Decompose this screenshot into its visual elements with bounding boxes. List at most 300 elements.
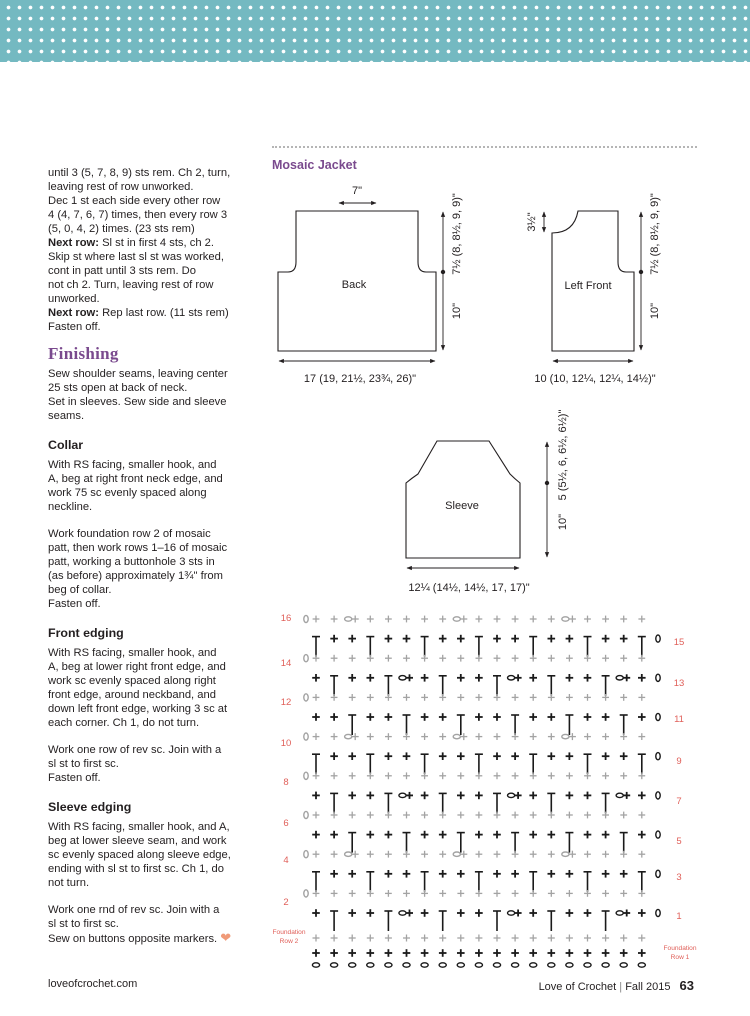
front-armhole-label: 7½ (8, 8½, 9, 9)" — [649, 193, 661, 275]
sc-stitch — [367, 733, 374, 740]
sc-stitch — [348, 949, 356, 957]
sc-stitch — [439, 831, 447, 839]
chain-stitch — [656, 870, 660, 877]
sc-stitch — [421, 733, 428, 740]
sc-stitch — [367, 616, 374, 623]
chain-stitch — [399, 676, 406, 680]
row-number-left: 8 — [283, 777, 289, 788]
chain-stitch — [453, 617, 460, 621]
chain-stitch — [511, 963, 518, 967]
chain-stitch — [562, 852, 569, 856]
sc-stitch — [348, 635, 356, 643]
row-number-right: 1 — [676, 911, 682, 922]
sc-stitch — [331, 890, 338, 897]
chain-stitch — [331, 963, 338, 967]
sc-stitch — [403, 870, 411, 878]
sc-stitch — [439, 812, 446, 819]
collar-heading: Collar — [48, 438, 84, 452]
sc-stitch — [385, 694, 392, 701]
sc-stitch — [439, 752, 447, 760]
sc-stitch — [312, 792, 320, 800]
sc-stitch — [512, 851, 519, 858]
chain-stitch — [508, 793, 515, 797]
sc-stitch — [475, 713, 483, 721]
sc-stitch — [313, 733, 320, 740]
row-number-left: 10 — [280, 738, 292, 749]
sc-stitch — [421, 655, 428, 662]
sc-stitch — [548, 694, 555, 701]
row-number-right: 11 — [674, 714, 684, 725]
sc-stitch — [475, 792, 483, 800]
chain-stitch — [304, 655, 308, 662]
sc-stitch — [331, 772, 338, 779]
chain-stitch — [304, 733, 308, 740]
sc-stitch — [566, 812, 573, 819]
sc-stitch — [457, 752, 465, 760]
text-line: Fasten off. — [48, 321, 101, 333]
sc-stitch — [367, 812, 374, 819]
text-line: With RS facing, smaller hook, and — [48, 647, 217, 659]
sc-stitch — [403, 812, 410, 819]
chain-stitch — [367, 963, 374, 967]
text-line: Work one rnd of rev sc. Join with a — [48, 904, 220, 916]
sc-stitch — [638, 674, 646, 682]
chain-stitch — [403, 963, 410, 967]
sc-stitch — [439, 655, 446, 662]
sc-stitch — [331, 935, 338, 942]
sc-stitch — [331, 851, 338, 858]
text-line: patt, then work rows 1–16 of mosaic — [48, 542, 228, 554]
front-neck-label: 3½" — [526, 212, 538, 232]
chain-stitch — [475, 963, 482, 967]
sc-stitch — [349, 935, 356, 942]
sc-stitch — [367, 792, 375, 800]
sleeve-cap-label: 5 (5½, 6, 6½, 6½)" — [557, 409, 569, 501]
sc-stitch — [352, 616, 359, 623]
sc-stitch — [313, 890, 320, 897]
sc-stitch — [348, 752, 356, 760]
chain-stitch — [304, 890, 308, 897]
sc-stitch — [512, 935, 519, 942]
sc-stitch — [620, 694, 627, 701]
sc-stitch — [493, 635, 501, 643]
sleeve-edging-heading: Sleeve edging — [48, 800, 132, 814]
sc-stitch — [330, 635, 338, 643]
sc-stitch — [476, 694, 483, 701]
sc-stitch — [421, 909, 429, 917]
sc-stitch — [494, 772, 501, 779]
sc-stitch — [475, 831, 483, 839]
text-line: Sew on buttons opposite markers. — [48, 933, 218, 945]
footer-issue-text: Fall 2015 — [625, 981, 671, 993]
sc-stitch — [529, 949, 537, 957]
sc-stitch — [511, 870, 519, 878]
sc-stitch — [330, 949, 338, 957]
sc-stitch — [385, 851, 392, 858]
sleeve-width-label: 12¼ (14½, 14½, 17, 17)" — [408, 582, 530, 594]
foundation-row-2-label: Row 2 — [279, 938, 299, 945]
sc-stitch — [584, 949, 592, 957]
sc-stitch — [331, 733, 338, 740]
sc-stitch — [638, 694, 645, 701]
sc-stitch — [476, 851, 483, 858]
sc-stitch — [548, 870, 556, 878]
sc-stitch — [421, 792, 429, 800]
sc-stitch — [511, 949, 519, 957]
heart-icon: ❤ — [220, 930, 232, 945]
sc-stitch — [494, 694, 501, 701]
chain-stitch — [399, 911, 406, 915]
text-line: With RS facing, smaller hook, and — [48, 459, 217, 471]
chain-stitch — [530, 963, 537, 967]
chain-stitch — [508, 676, 515, 680]
text-line: front edge, around neckband, and — [48, 689, 216, 701]
chain-stitch — [656, 792, 660, 799]
foundation-row-1-label: Row 1 — [670, 954, 690, 961]
sc-stitch — [602, 831, 610, 839]
sc-stitch — [403, 655, 410, 662]
text-line: down left front edge, working 3 sc at — [48, 703, 228, 715]
sc-stitch — [439, 772, 446, 779]
row-number-right: 7 — [676, 796, 682, 807]
sc-stitch — [602, 890, 609, 897]
sc-stitch — [584, 713, 592, 721]
sc-stitch — [494, 733, 501, 740]
row-number-left: 6 — [283, 818, 289, 829]
sc-stitch — [421, 772, 428, 779]
sc-stitch — [512, 694, 519, 701]
foundation-row-2-label: Foundation — [272, 929, 306, 936]
text-line: Work one row of rev sc. Join with a — [48, 744, 222, 756]
chain-stitch — [562, 734, 569, 738]
sc-stitch — [406, 792, 413, 799]
sc-stitch — [511, 752, 519, 760]
sc-stitch — [566, 655, 573, 662]
chain-stitch — [304, 811, 308, 818]
text-line: A, beg at lower right front edge, and — [48, 661, 226, 673]
chain-stitch — [349, 963, 356, 967]
chain-stitch — [638, 963, 645, 967]
chain-stitch — [548, 963, 555, 967]
sc-stitch — [331, 812, 338, 819]
text-line: (5, 0, 4, 2) times. (23 sts rem) — [48, 223, 195, 235]
chain-stitch — [562, 617, 569, 621]
text-line: Fasten off. — [48, 772, 101, 784]
chain-stitch — [385, 963, 392, 967]
sc-stitch — [548, 752, 556, 760]
sc-stitch — [584, 909, 592, 917]
text-line: Set in sleeves. Sew side and sleeve — [48, 396, 227, 408]
sc-stitch — [620, 752, 628, 760]
sc-stitch — [638, 890, 645, 897]
chain-stitch — [656, 831, 660, 838]
text-line: unworked. — [48, 293, 100, 305]
sc-stitch — [439, 733, 446, 740]
chain-stitch — [439, 963, 446, 967]
sc-stitch — [457, 792, 465, 800]
sc-stitch — [476, 616, 483, 623]
sc-stitch — [548, 772, 555, 779]
chain-stitch — [345, 617, 352, 621]
text-line: work 75 sc evenly spaced along — [48, 487, 207, 499]
sc-stitch — [439, 870, 447, 878]
sc-stitch — [515, 910, 522, 917]
sc-stitch — [638, 949, 646, 957]
chain-stitch — [453, 734, 460, 738]
sc-stitch — [385, 635, 393, 643]
sc-stitch — [439, 851, 446, 858]
sc-stitch — [403, 635, 411, 643]
footer-site: loveofcrochet.com — [48, 978, 138, 990]
sc-stitch — [530, 616, 537, 623]
sc-stitch — [421, 851, 428, 858]
sc-stitch — [512, 812, 519, 819]
sc-stitch — [439, 635, 447, 643]
sc-stitch — [620, 812, 627, 819]
sc-stitch — [548, 812, 555, 819]
sc-stitch — [584, 812, 591, 819]
sc-stitch — [313, 616, 320, 623]
next-row-label: Next row: — [48, 307, 99, 319]
sc-stitch — [313, 935, 320, 942]
text-line: 4 (4, 7, 6, 7) times, then every row 3 — [48, 209, 228, 221]
sc-stitch — [367, 655, 374, 662]
chain-stitch — [493, 963, 500, 967]
sc-stitch — [584, 831, 592, 839]
sleeve-length-label: 10" — [557, 513, 569, 531]
text-line: cont in patt until 3 sts rem. Do — [48, 265, 196, 277]
sc-stitch — [367, 831, 375, 839]
sc-stitch — [457, 772, 464, 779]
sc-stitch — [439, 713, 447, 721]
chain-stitch — [312, 963, 319, 967]
sc-stitch — [620, 772, 627, 779]
sc-stitch — [349, 694, 356, 701]
sc-stitch — [566, 949, 574, 957]
sc-stitch — [406, 674, 413, 681]
text-line: beg of collar. — [48, 584, 112, 596]
text-line: Sew shoulder seams, leaving center — [48, 368, 228, 380]
sc-stitch — [312, 713, 320, 721]
sc-stitch — [457, 890, 464, 897]
sc-stitch — [529, 909, 537, 917]
text-line: seams. — [48, 410, 85, 422]
sc-stitch — [569, 616, 576, 623]
sc-stitch — [367, 935, 374, 942]
sc-stitch — [493, 831, 501, 839]
sc-stitch — [602, 949, 610, 957]
sc-stitch — [475, 909, 483, 917]
sc-stitch — [385, 890, 392, 897]
sc-stitch — [349, 890, 356, 897]
sc-stitch — [512, 772, 519, 779]
sc-stitch — [620, 635, 628, 643]
sc-stitch — [623, 674, 630, 681]
chain-stitch — [656, 674, 660, 681]
sc-stitch — [330, 870, 338, 878]
sc-stitch — [566, 792, 574, 800]
sc-stitch — [620, 733, 627, 740]
sc-stitch — [385, 655, 392, 662]
row-number-right: 9 — [676, 756, 682, 767]
sc-stitch — [421, 694, 428, 701]
sc-stitch — [602, 733, 609, 740]
sc-stitch — [584, 674, 592, 682]
chain-stitch — [566, 963, 573, 967]
sc-stitch — [620, 851, 627, 858]
sc-stitch — [530, 851, 537, 858]
sleeve-label: Sleeve — [445, 500, 479, 512]
sc-stitch — [330, 831, 338, 839]
row-number-left: 16 — [280, 613, 292, 624]
sc-stitch — [403, 935, 410, 942]
sc-stitch — [457, 674, 465, 682]
chain-stitch — [508, 911, 515, 915]
sc-stitch — [530, 812, 537, 819]
sc-stitch — [566, 674, 574, 682]
chain-stitch — [453, 852, 460, 856]
sc-stitch — [566, 909, 574, 917]
sc-stitch — [475, 674, 483, 682]
sc-stitch — [348, 792, 356, 800]
sc-stitch — [493, 752, 501, 760]
chain-stitch — [656, 713, 660, 720]
sc-stitch — [602, 694, 609, 701]
sc-stitch — [457, 635, 465, 643]
sc-stitch — [512, 733, 519, 740]
sc-stitch — [584, 890, 591, 897]
sc-stitch — [584, 655, 591, 662]
sc-stitch — [439, 935, 446, 942]
sc-stitch — [421, 935, 428, 942]
sc-stitch — [367, 851, 374, 858]
row-number-right: 15 — [673, 637, 685, 648]
sc-stitch — [367, 713, 375, 721]
footer-magazine: Love of Crochet — [538, 981, 617, 993]
sc-stitch — [584, 935, 591, 942]
sc-stitch — [584, 733, 591, 740]
sc-stitch — [493, 870, 501, 878]
sc-stitch — [385, 616, 392, 623]
footer-issue — [539, 978, 694, 993]
sc-stitch — [566, 635, 574, 643]
sc-stitch — [494, 851, 501, 858]
sc-stitch — [349, 655, 356, 662]
sc-stitch — [512, 616, 519, 623]
chain-stitch — [399, 793, 406, 797]
sc-stitch — [620, 935, 627, 942]
sc-stitch — [515, 792, 522, 799]
sc-stitch — [476, 812, 483, 819]
sc-stitch — [548, 733, 555, 740]
sc-stitch — [638, 812, 645, 819]
sc-stitch — [348, 870, 356, 878]
sc-stitch — [548, 831, 556, 839]
sc-stitch — [602, 655, 609, 662]
sc-stitch — [494, 655, 501, 662]
sc-stitch — [313, 655, 320, 662]
text-line: each corner. Ch 1, do not turn. — [48, 717, 200, 729]
sc-stitch — [623, 910, 630, 917]
chain-stitch — [602, 963, 609, 967]
sc-stitch — [548, 890, 555, 897]
chain-stitch — [616, 911, 623, 915]
sc-stitch — [313, 694, 320, 701]
sc-stitch — [620, 870, 628, 878]
sc-stitch — [457, 935, 464, 942]
sc-stitch — [530, 935, 537, 942]
sc-stitch — [439, 694, 446, 701]
sc-stitch — [638, 772, 645, 779]
text-line: Rep last row. (11 sts rem) — [98, 307, 229, 319]
sc-stitch — [584, 772, 591, 779]
sc-stitch — [457, 870, 465, 878]
sc-stitch — [584, 792, 592, 800]
sc-stitch — [313, 851, 320, 858]
chain-stitch — [616, 676, 623, 680]
sc-stitch — [331, 655, 338, 662]
sc-stitch — [475, 935, 482, 942]
sc-stitch — [330, 713, 338, 721]
text-line: sl st to first sc. — [48, 918, 119, 930]
sc-stitch — [566, 935, 573, 942]
sc-stitch — [494, 935, 501, 942]
sc-stitch — [403, 733, 410, 740]
sc-stitch — [476, 733, 483, 740]
sc-stitch — [403, 752, 411, 760]
sc-stitch — [638, 616, 645, 623]
front-edging-heading: Front edging — [48, 626, 124, 640]
sc-stitch — [620, 890, 627, 897]
left-front-label: Left Front — [564, 280, 612, 292]
sc-stitch — [385, 949, 393, 957]
text-line: not ch 2. Turn, leaving rest of row — [48, 279, 214, 291]
sc-stitch — [460, 616, 467, 623]
sc-stitch — [602, 772, 609, 779]
sc-stitch — [602, 616, 609, 623]
sc-stitch — [403, 949, 411, 957]
sc-stitch — [548, 616, 555, 623]
sc-stitch — [638, 909, 646, 917]
sc-stitch — [623, 792, 630, 799]
row-number-left: 12 — [280, 697, 292, 708]
sc-stitch — [312, 949, 320, 957]
text-line: sl st to first sc. — [48, 758, 119, 770]
sc-stitch — [602, 851, 609, 858]
sc-stitch — [367, 694, 374, 701]
sc-stitch — [457, 909, 465, 917]
sc-stitch — [530, 890, 537, 897]
sc-stitch — [313, 772, 320, 779]
sc-stitch — [475, 949, 483, 957]
chain-stitch — [304, 772, 308, 779]
sc-stitch — [530, 733, 537, 740]
back-armhole-label: 7½ (8, 8½, 9, 9)" — [451, 193, 463, 275]
sc-stitch — [330, 752, 338, 760]
sc-stitch — [512, 890, 519, 897]
text-line: neckline. — [48, 501, 93, 513]
sc-stitch — [367, 772, 374, 779]
sc-stitch — [548, 935, 555, 942]
sc-stitch — [421, 713, 429, 721]
sc-stitch — [367, 909, 375, 917]
back-neck-label: 7" — [351, 185, 363, 197]
sc-stitch — [566, 772, 573, 779]
sc-stitch — [638, 655, 645, 662]
text-line: work sc evenly spaced along right — [48, 675, 216, 687]
sc-stitch — [385, 752, 393, 760]
sc-stitch — [515, 674, 522, 681]
